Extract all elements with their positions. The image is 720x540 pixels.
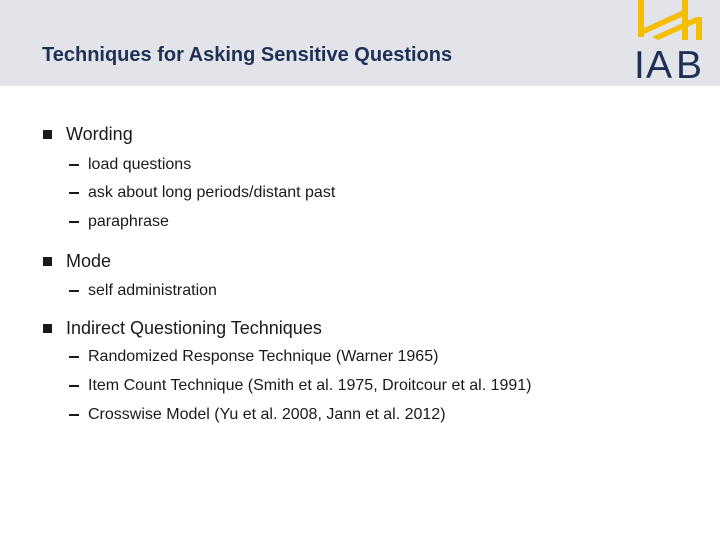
- dash-marker: [69, 356, 79, 358]
- sub-item-text: Crosswise Model (Yu et al. 2008, Jann et al. 2012): [88, 406, 446, 423]
- sub-item-text: ask about long periods/distant past: [88, 184, 336, 201]
- sub-item: [69, 377, 532, 395]
- dash-marker: [69, 290, 79, 292]
- bullet-label: Wording: [66, 124, 133, 144]
- bullet-marker: [43, 130, 52, 139]
- bullet-marker: [43, 257, 52, 266]
- sub-item: [69, 156, 191, 174]
- bullet-mode: [43, 251, 111, 272]
- bullet-wording: [43, 124, 133, 145]
- bullet-label: Mode: [66, 251, 112, 271]
- dash-marker: [69, 414, 79, 416]
- dash-marker: [69, 164, 79, 166]
- dash-marker: [69, 221, 79, 223]
- sub-item-text: self administration: [88, 282, 217, 299]
- dash-marker: [69, 192, 79, 194]
- bullet-marker: [43, 324, 52, 333]
- sub-item: [69, 348, 438, 366]
- sub-item: [69, 213, 169, 231]
- sub-item-text: load questions: [88, 156, 192, 173]
- bullet-label: Indirect Questioning Techniques: [66, 318, 322, 338]
- dash-marker: [69, 385, 79, 387]
- sub-item: [69, 184, 335, 202]
- sub-item: [69, 406, 446, 424]
- slide-title: Techniques for Asking Sensitive Questions: [42, 44, 453, 66]
- sub-item-text: Item Count Technique (Smith et al. 1975, Droitcour et al. 1991): [88, 377, 532, 394]
- logo-letter-b: B: [676, 44, 703, 87]
- sub-item: [69, 282, 217, 300]
- sub-item-text: paraphrase: [88, 213, 169, 230]
- logo-letter-i: I: [634, 44, 645, 87]
- bullet-indirect-questioning: [43, 318, 322, 339]
- sub-item-text: Randomized Response Technique (Warner 1965): [88, 348, 439, 365]
- logo-letter-a: A: [646, 44, 673, 87]
